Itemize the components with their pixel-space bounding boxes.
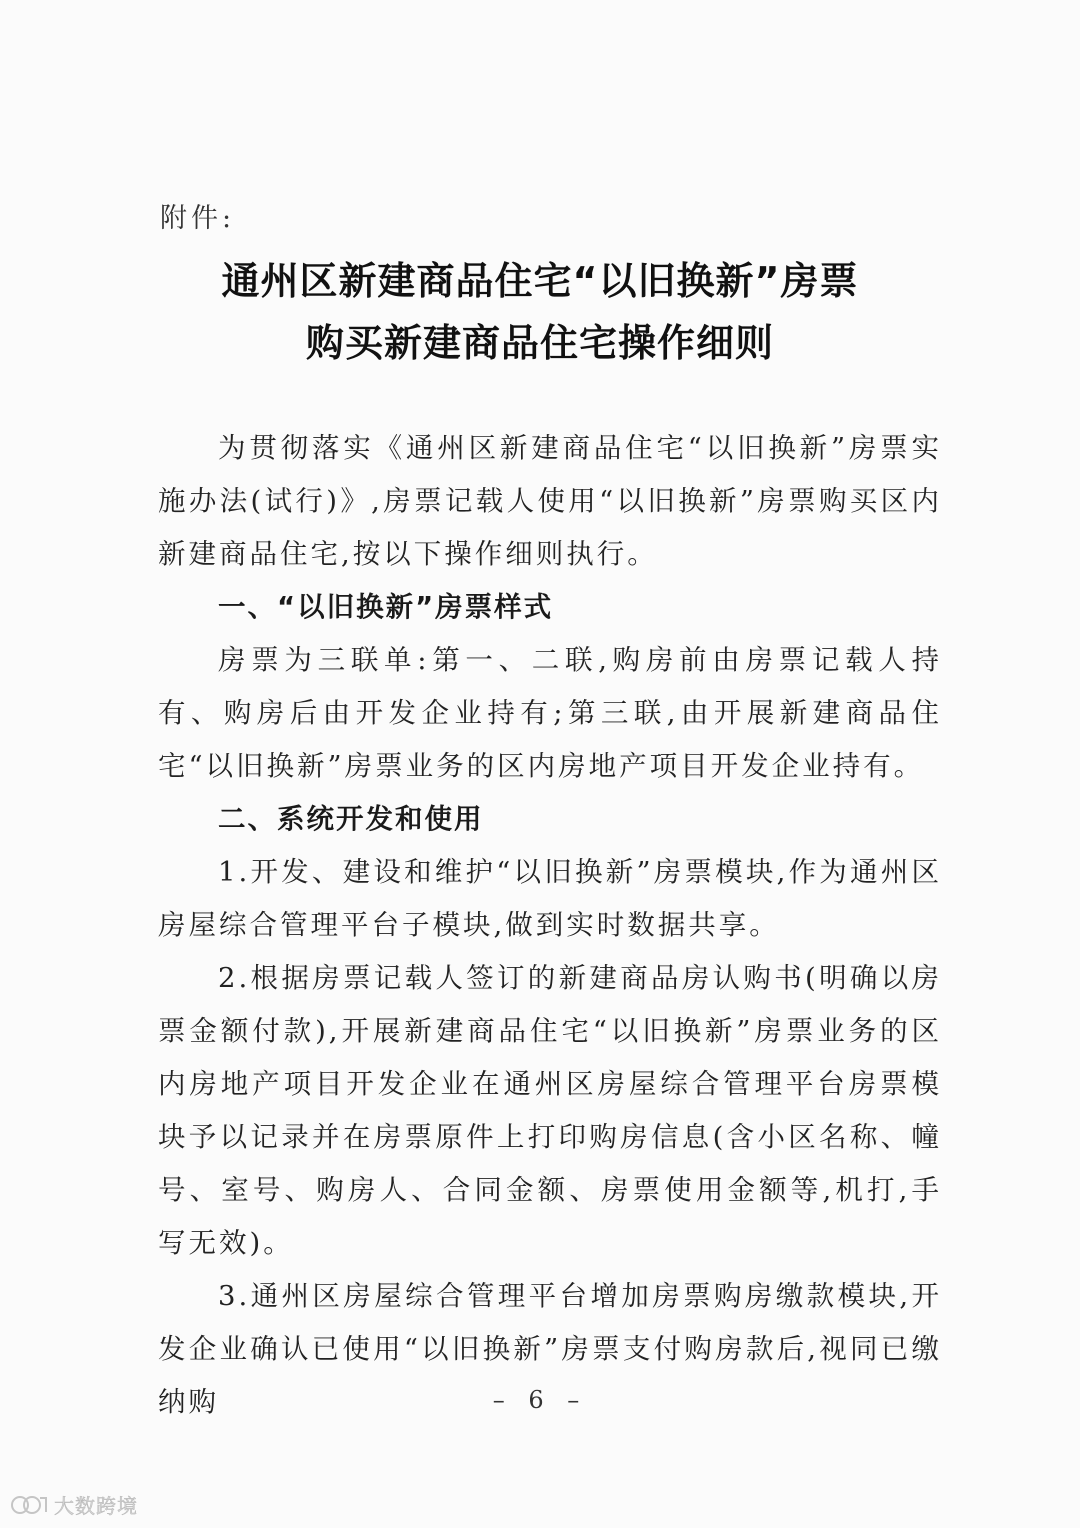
- section-2-item-1: 1.开发、建设和维护“以旧换新”房票模块,作为通州区房屋综合管理平台子模块,做到实时数据共享。: [158, 856, 942, 941]
- section-heading-2: 二、系统开发和使用: [218, 803, 484, 835]
- section-2-item-3: 3.通州区房屋综合管理平台增加房票购房缴款模块,开发企业确认已使用“以旧换新”房票支付购房款后,视同已缴纳购: [158, 1280, 942, 1418]
- intro-paragraph: 为贯彻落实《通州区新建商品住宅“以旧换新”房票实施办法(试行)》,房票记载人使用“以旧换新”房票购买区内新建商品住宅,按以下操作细则执行。: [158, 432, 942, 570]
- page-number: – 6 –: [492, 1386, 588, 1414]
- section-2-item-2: 2.根据房票记载人签订的新建商品房认购书(明确以房票金额付款),开展新建商品住宅“以旧换新”房票业务的区内房地产项目开发企业在通州区房屋综合管理平台房票模块予以记录并在房票原件上打印购房信息(含小区名称、幢号、室号、购房人、合同金额、房票使用金额等,机打,手写无效)。: [158, 962, 942, 1259]
- watermark-text: 大数跨境: [54, 1494, 138, 1518]
- document-title-line-1: 通州区新建商品住宅“以旧换新”房票: [221, 259, 859, 303]
- section-1-paragraph: 房票为三联单:第一、二联,购房前由房票记载人持有、购房后由开发企业持有;第三联,由开展新建商品住宅“以旧换新”房票业务的区内房地产项目开发企业持有。: [158, 644, 942, 782]
- section-heading-1: 一、“以旧换新”房票样式: [218, 591, 554, 623]
- document-title-line-2: 购买新建商品住宅操作细则: [305, 321, 774, 365]
- document-body: [158, 422, 942, 1429]
- watermark: [10, 1490, 138, 1519]
- brand-logo-icon: [10, 1492, 50, 1518]
- attachment-label: 附件:: [160, 203, 236, 234]
